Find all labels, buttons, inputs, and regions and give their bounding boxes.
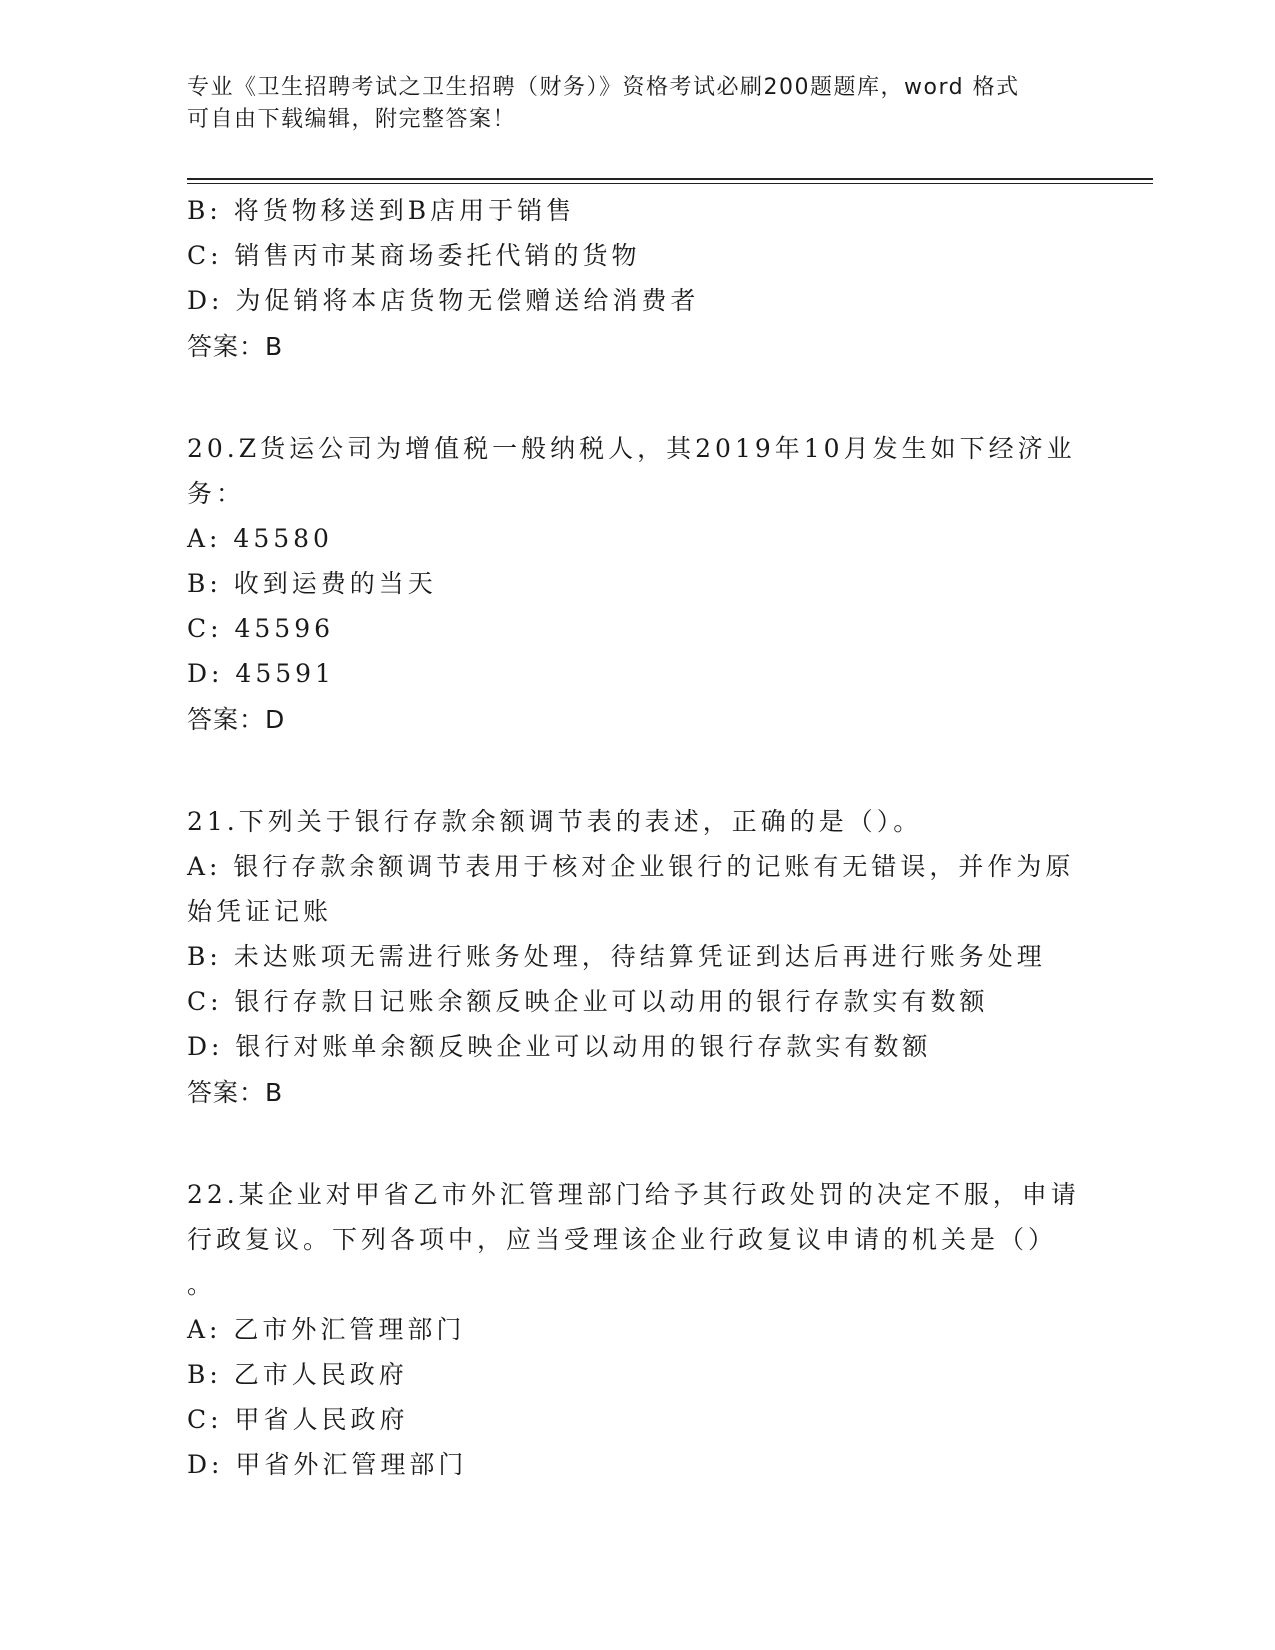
question-stem-end: 。 <box>187 1270 217 1299</box>
option-d: D: 45591 <box>187 659 335 688</box>
document-header <box>187 72 1077 136</box>
option-a: A: 银行存款余额调节表用于核对企业银行的记账有无错误，并作为原 <box>187 852 1075 881</box>
spacer <box>187 1116 1077 1172</box>
header-rule <box>187 178 1153 180</box>
option-c: C: 45596 <box>187 614 335 643</box>
header-line-1: 专业《卫生招聘考试之卫生招聘（财务）》资格考试必刷200题题库，word 格式 <box>187 75 1020 100</box>
answer: 答案：B <box>187 1078 284 1107</box>
answer: 答案：B <box>187 332 284 361</box>
question-19 <box>187 188 1077 370</box>
option-b: B: 未达账项无需进行账务处理，待结算凭证到达后再进行账务处理 <box>187 942 1046 971</box>
option-c: C: 甲省人民政府 <box>187 1405 409 1434</box>
question-stem-cont: 务： <box>187 479 246 508</box>
option-d: D: 甲省外汇管理部门 <box>187 1450 468 1479</box>
header-rule-thin <box>187 183 1153 184</box>
question-stem-cont: 行政复议。下列各项中，应当受理该企业行政复议申请的机关是（） <box>187 1225 1058 1254</box>
header-line-2: 可自由下载编辑，附完整答案！ <box>187 107 517 132</box>
option-d: D: 为促销将本店货物无偿赠送给消费者 <box>187 286 700 315</box>
question-21 <box>187 799 1077 1116</box>
question-stem: 20.Z货运公司为增值税一般纳税人，其2019年10月发生如下经济业 <box>187 434 1076 463</box>
option-c: C: 销售丙市某商场委托代销的货物 <box>187 241 641 270</box>
option-a: A: 45580 <box>187 524 333 553</box>
question-22 <box>187 1172 1080 1487</box>
question-stem: 22.某企业对甲省乙市外汇管理部门给予其行政处罚的决定不服，申请 <box>187 1180 1080 1209</box>
option-b: B: 收到运费的当天 <box>187 569 437 598</box>
question-stem: 21.下列关于银行存款余额调节表的表述，正确的是（）。 <box>187 807 923 836</box>
option-b: B: 将货物移送到B店用于销售 <box>187 196 576 225</box>
option-a-cont: 始凭证记账 <box>187 897 333 926</box>
spacer <box>187 743 1077 799</box>
option-a: A: 乙市外汇管理部门 <box>187 1315 466 1344</box>
spacer <box>187 370 1077 426</box>
answer: 答案：D <box>187 705 286 734</box>
option-d: D: 银行对账单余额反映企业可以动用的银行存款实有数额 <box>187 1032 932 1061</box>
option-b: B: 乙市人民政府 <box>187 1360 408 1389</box>
question-20 <box>187 426 1077 743</box>
option-c: C: 银行存款日记账余额反映企业可以动用的银行存款实有数额 <box>187 987 989 1016</box>
question-list <box>187 188 1080 1487</box>
